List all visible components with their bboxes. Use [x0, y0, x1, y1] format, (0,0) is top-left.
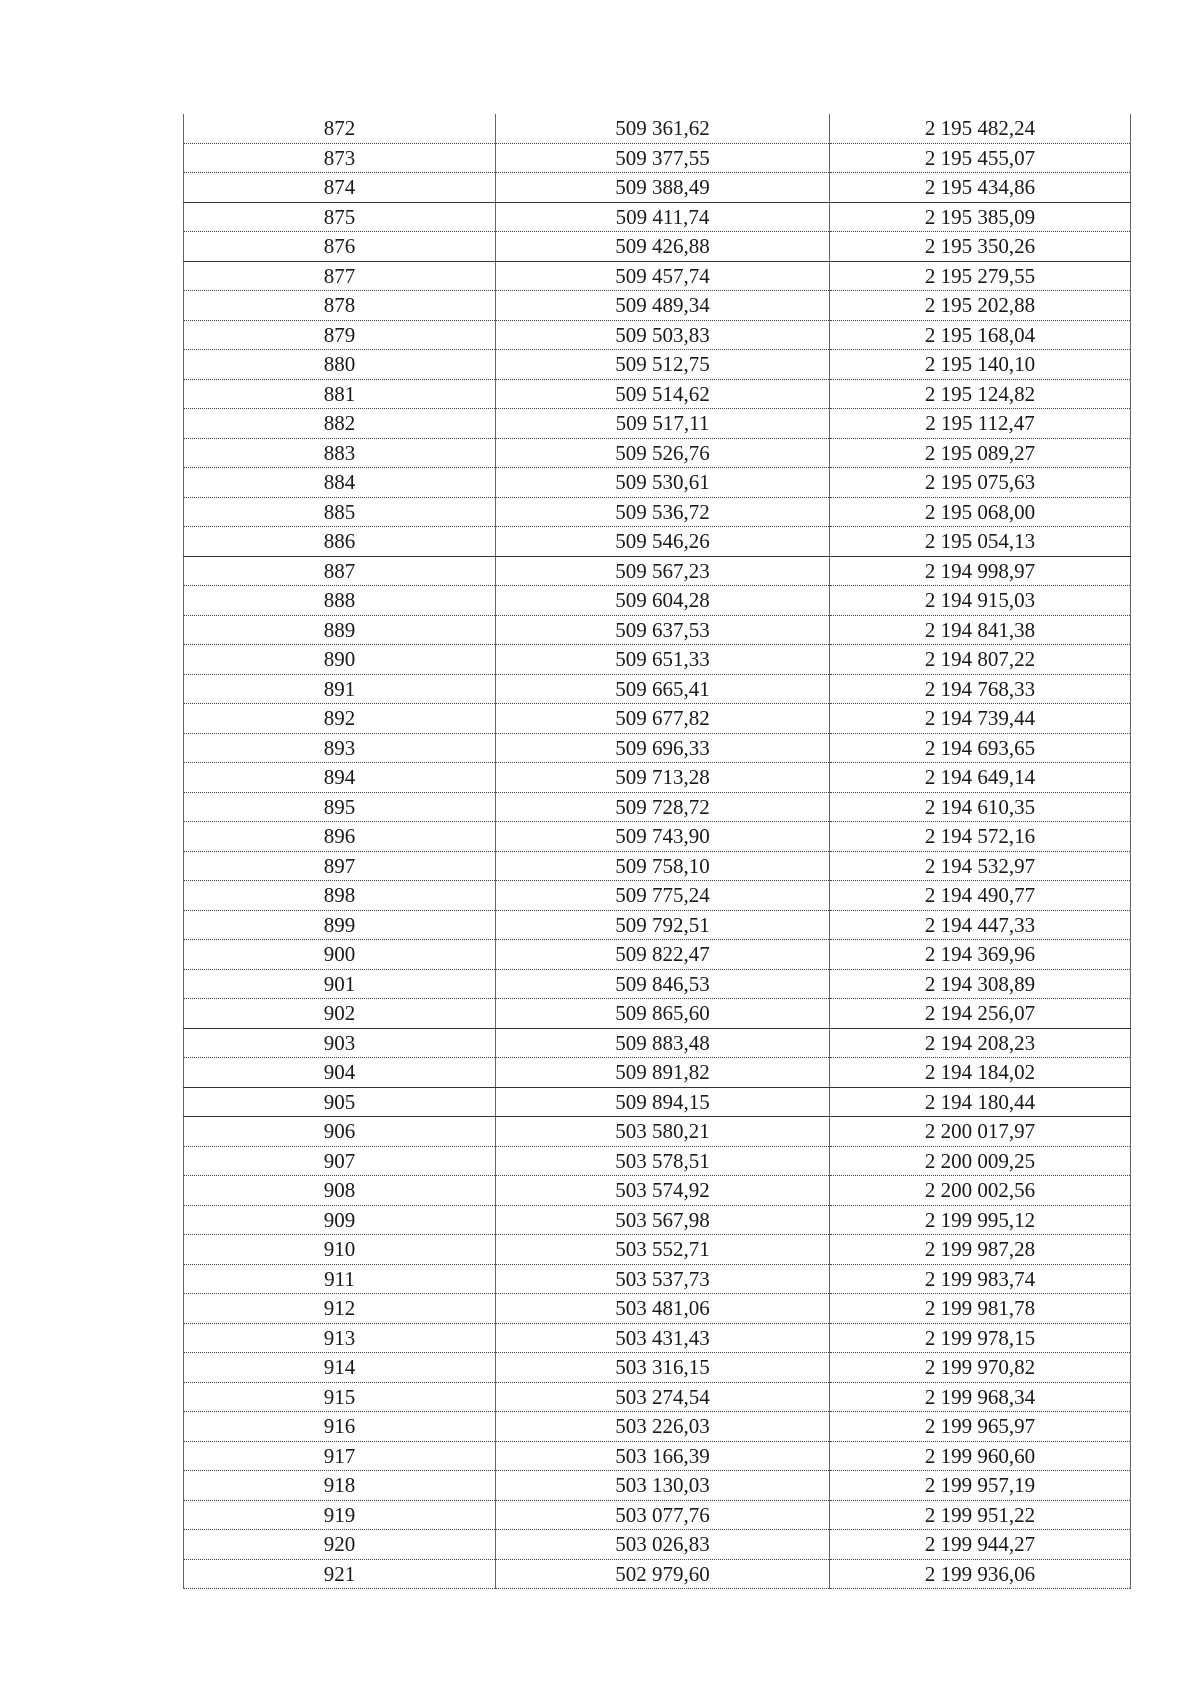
y-coordinate-cell: 2 195 202,88: [830, 291, 1131, 321]
point-number-cell: 881: [184, 379, 496, 409]
table-row: [184, 143, 1131, 173]
y-coordinate-cell: 2 199 968,34: [830, 1382, 1131, 1412]
table-row: [184, 910, 1131, 940]
table-row: [184, 291, 1131, 321]
point-number-cell: 884: [184, 468, 496, 498]
y-coordinate-cell: 2 195 434,86: [830, 173, 1131, 203]
x-coordinate-cell: 509 651,33: [496, 645, 830, 675]
x-coordinate-cell: 503 316,15: [496, 1353, 830, 1383]
point-number-cell: 873: [184, 143, 496, 173]
y-coordinate-cell: 2 194 649,14: [830, 763, 1131, 793]
x-coordinate-cell: 509 677,82: [496, 704, 830, 734]
point-number-cell: 915: [184, 1382, 496, 1412]
point-number-cell: 878: [184, 291, 496, 321]
y-coordinate-cell: 2 195 168,04: [830, 320, 1131, 350]
x-coordinate-cell: 509 426,88: [496, 232, 830, 262]
x-coordinate-cell: 503 274,54: [496, 1382, 830, 1412]
point-number-cell: 875: [184, 202, 496, 232]
x-coordinate-cell: 509 457,74: [496, 261, 830, 291]
x-coordinate-cell: 503 481,06: [496, 1294, 830, 1324]
table-row: [184, 1530, 1131, 1560]
point-number-cell: 911: [184, 1264, 496, 1294]
point-number-cell: 910: [184, 1235, 496, 1265]
point-number-cell: 874: [184, 173, 496, 203]
table-row: [184, 586, 1131, 616]
point-number-cell: 891: [184, 674, 496, 704]
point-number-cell: 901: [184, 969, 496, 999]
table-row: [184, 173, 1131, 203]
table-row: [184, 615, 1131, 645]
coordinates-table: [183, 114, 1131, 1589]
table-row: [184, 409, 1131, 439]
point-number-cell: 897: [184, 851, 496, 881]
table-row: [184, 1471, 1131, 1501]
y-coordinate-cell: 2 199 965,97: [830, 1412, 1131, 1442]
x-coordinate-cell: 509 758,10: [496, 851, 830, 881]
table-row: [184, 733, 1131, 763]
y-coordinate-cell: 2 199 957,19: [830, 1471, 1131, 1501]
table-row: [184, 261, 1131, 291]
x-coordinate-cell: 509 567,23: [496, 556, 830, 586]
y-coordinate-cell: 2 200 009,25: [830, 1146, 1131, 1176]
table-row: [184, 1500, 1131, 1530]
y-coordinate-cell: 2 194 208,23: [830, 1028, 1131, 1058]
x-coordinate-cell: 503 552,71: [496, 1235, 830, 1265]
point-number-cell: 908: [184, 1176, 496, 1206]
point-number-cell: 880: [184, 350, 496, 380]
x-coordinate-cell: 503 026,83: [496, 1530, 830, 1560]
x-coordinate-cell: 509 377,55: [496, 143, 830, 173]
table-row: [184, 704, 1131, 734]
point-number-cell: 900: [184, 940, 496, 970]
x-coordinate-cell: 509 665,41: [496, 674, 830, 704]
x-coordinate-cell: 503 567,98: [496, 1205, 830, 1235]
x-coordinate-cell: 509 536,72: [496, 497, 830, 527]
x-coordinate-cell: 509 883,48: [496, 1028, 830, 1058]
point-number-cell: 898: [184, 881, 496, 911]
table-row: [184, 1353, 1131, 1383]
x-coordinate-cell: 503 077,76: [496, 1500, 830, 1530]
table-row: [184, 1264, 1131, 1294]
y-coordinate-cell: 2 199 936,06: [830, 1559, 1131, 1589]
y-coordinate-cell: 2 194 369,96: [830, 940, 1131, 970]
point-number-cell: 913: [184, 1323, 496, 1353]
x-coordinate-cell: 503 431,43: [496, 1323, 830, 1353]
table-row: [184, 1323, 1131, 1353]
x-coordinate-cell: 509 728,72: [496, 792, 830, 822]
point-number-cell: 912: [184, 1294, 496, 1324]
point-number-cell: 883: [184, 438, 496, 468]
y-coordinate-cell: 2 194 532,97: [830, 851, 1131, 881]
table-row: [184, 822, 1131, 852]
x-coordinate-cell: 509 865,60: [496, 999, 830, 1029]
y-coordinate-cell: 2 194 180,44: [830, 1087, 1131, 1117]
point-number-cell: 904: [184, 1058, 496, 1088]
point-number-cell: 895: [184, 792, 496, 822]
y-coordinate-cell: 2 195 089,27: [830, 438, 1131, 468]
point-number-cell: 882: [184, 409, 496, 439]
point-number-cell: 876: [184, 232, 496, 262]
point-number-cell: 877: [184, 261, 496, 291]
table-row: [184, 763, 1131, 793]
table-row: [184, 468, 1131, 498]
table-row: [184, 969, 1131, 999]
y-coordinate-cell: 2 199 970,82: [830, 1353, 1131, 1383]
y-coordinate-cell: 2 199 960,60: [830, 1441, 1131, 1471]
point-number-cell: 920: [184, 1530, 496, 1560]
x-coordinate-cell: 509 514,62: [496, 379, 830, 409]
point-number-cell: 916: [184, 1412, 496, 1442]
table-row: [184, 940, 1131, 970]
table-row: [184, 438, 1131, 468]
x-coordinate-cell: 503 578,51: [496, 1146, 830, 1176]
y-coordinate-cell: 2 194 490,77: [830, 881, 1131, 911]
x-coordinate-cell: 509 489,34: [496, 291, 830, 321]
x-coordinate-cell: 509 637,53: [496, 615, 830, 645]
table-row: [184, 1058, 1131, 1088]
y-coordinate-cell: 2 195 124,82: [830, 379, 1131, 409]
point-number-cell: 903: [184, 1028, 496, 1058]
table-row: [184, 320, 1131, 350]
y-coordinate-cell: 2 194 184,02: [830, 1058, 1131, 1088]
table-row: [184, 232, 1131, 262]
point-number-cell: 921: [184, 1559, 496, 1589]
x-coordinate-cell: 503 226,03: [496, 1412, 830, 1442]
table-row: [184, 674, 1131, 704]
y-coordinate-cell: 2 199 981,78: [830, 1294, 1131, 1324]
x-coordinate-cell: 509 546,26: [496, 527, 830, 557]
y-coordinate-cell: 2 194 308,89: [830, 969, 1131, 999]
table-row: [184, 999, 1131, 1029]
x-coordinate-cell: 509 894,15: [496, 1087, 830, 1117]
table-row: [184, 556, 1131, 586]
table-row: [184, 1176, 1131, 1206]
x-coordinate-cell: 509 388,49: [496, 173, 830, 203]
table-row: [184, 792, 1131, 822]
point-number-cell: 885: [184, 497, 496, 527]
point-number-cell: 899: [184, 910, 496, 940]
point-number-cell: 907: [184, 1146, 496, 1176]
table-row: [184, 1087, 1131, 1117]
table-row: [184, 1559, 1131, 1589]
y-coordinate-cell: 2 195 385,09: [830, 202, 1131, 232]
y-coordinate-cell: 2 194 739,44: [830, 704, 1131, 734]
y-coordinate-cell: 2 194 256,07: [830, 999, 1131, 1029]
point-number-cell: 893: [184, 733, 496, 763]
table-row: [184, 881, 1131, 911]
y-coordinate-cell: 2 194 693,65: [830, 733, 1131, 763]
point-number-cell: 906: [184, 1117, 496, 1147]
y-coordinate-cell: 2 199 944,27: [830, 1530, 1131, 1560]
y-coordinate-cell: 2 199 995,12: [830, 1205, 1131, 1235]
point-number-cell: 894: [184, 763, 496, 793]
point-number-cell: 905: [184, 1087, 496, 1117]
x-coordinate-cell: 509 696,33: [496, 733, 830, 763]
y-coordinate-cell: 2 194 447,33: [830, 910, 1131, 940]
x-coordinate-cell: 502 979,60: [496, 1559, 830, 1589]
x-coordinate-cell: 509 503,83: [496, 320, 830, 350]
table-row: [184, 1382, 1131, 1412]
y-coordinate-cell: 2 200 002,56: [830, 1176, 1131, 1206]
x-coordinate-cell: 503 537,73: [496, 1264, 830, 1294]
y-coordinate-cell: 2 194 841,38: [830, 615, 1131, 645]
point-number-cell: 887: [184, 556, 496, 586]
point-number-cell: 892: [184, 704, 496, 734]
x-coordinate-cell: 509 526,76: [496, 438, 830, 468]
table-row: [184, 1146, 1131, 1176]
y-coordinate-cell: 2 200 017,97: [830, 1117, 1131, 1147]
point-number-cell: 896: [184, 822, 496, 852]
point-number-cell: 902: [184, 999, 496, 1029]
x-coordinate-cell: 509 743,90: [496, 822, 830, 852]
x-coordinate-cell: 509 846,53: [496, 969, 830, 999]
x-coordinate-cell: 509 604,28: [496, 586, 830, 616]
point-number-cell: 879: [184, 320, 496, 350]
x-coordinate-cell: 509 361,62: [496, 114, 830, 143]
point-number-cell: 890: [184, 645, 496, 675]
y-coordinate-cell: 2 194 807,22: [830, 645, 1131, 675]
y-coordinate-cell: 2 195 482,24: [830, 114, 1131, 143]
x-coordinate-cell: 503 574,92: [496, 1176, 830, 1206]
x-coordinate-cell: 509 775,24: [496, 881, 830, 911]
y-coordinate-cell: 2 195 112,47: [830, 409, 1131, 439]
table-row: [184, 1441, 1131, 1471]
x-coordinate-cell: 509 713,28: [496, 763, 830, 793]
y-coordinate-cell: 2 195 279,55: [830, 261, 1131, 291]
point-number-cell: 909: [184, 1205, 496, 1235]
table-row: [184, 1412, 1131, 1442]
point-number-cell: 919: [184, 1500, 496, 1530]
y-coordinate-cell: 2 195 350,26: [830, 232, 1131, 262]
x-coordinate-cell: 509 512,75: [496, 350, 830, 380]
y-coordinate-cell: 2 194 998,97: [830, 556, 1131, 586]
y-coordinate-cell: 2 194 768,33: [830, 674, 1131, 704]
table-row: [184, 1205, 1131, 1235]
point-number-cell: 918: [184, 1471, 496, 1501]
x-coordinate-cell: 509 891,82: [496, 1058, 830, 1088]
y-coordinate-cell: 2 199 987,28: [830, 1235, 1131, 1265]
y-coordinate-cell: 2 199 983,74: [830, 1264, 1131, 1294]
point-number-cell: 872: [184, 114, 496, 143]
table-row: [184, 527, 1131, 557]
table-row: [184, 1028, 1131, 1058]
table-row: [184, 350, 1131, 380]
x-coordinate-cell: 509 517,11: [496, 409, 830, 439]
x-coordinate-cell: 509 411,74: [496, 202, 830, 232]
table-row: [184, 1235, 1131, 1265]
y-coordinate-cell: 2 195 455,07: [830, 143, 1131, 173]
coordinates-table-body: [184, 114, 1131, 1589]
y-coordinate-cell: 2 199 978,15: [830, 1323, 1131, 1353]
table-row: [184, 202, 1131, 232]
point-number-cell: 888: [184, 586, 496, 616]
y-coordinate-cell: 2 195 068,00: [830, 497, 1131, 527]
table-row: [184, 497, 1131, 527]
x-coordinate-cell: 509 822,47: [496, 940, 830, 970]
table-row: [184, 851, 1131, 881]
y-coordinate-cell: 2 195 140,10: [830, 350, 1131, 380]
x-coordinate-cell: 503 130,03: [496, 1471, 830, 1501]
x-coordinate-cell: 503 166,39: [496, 1441, 830, 1471]
table-row: [184, 1117, 1131, 1147]
x-coordinate-cell: 509 792,51: [496, 910, 830, 940]
point-number-cell: 914: [184, 1353, 496, 1383]
point-number-cell: 917: [184, 1441, 496, 1471]
table-row: [184, 114, 1131, 143]
table-row: [184, 1294, 1131, 1324]
y-coordinate-cell: 2 194 915,03: [830, 586, 1131, 616]
x-coordinate-cell: 503 580,21: [496, 1117, 830, 1147]
y-coordinate-cell: 2 199 951,22: [830, 1500, 1131, 1530]
table-row: [184, 645, 1131, 675]
y-coordinate-cell: 2 195 054,13: [830, 527, 1131, 557]
point-number-cell: 886: [184, 527, 496, 557]
table-row: [184, 379, 1131, 409]
y-coordinate-cell: 2 194 572,16: [830, 822, 1131, 852]
y-coordinate-cell: 2 195 075,63: [830, 468, 1131, 498]
y-coordinate-cell: 2 194 610,35: [830, 792, 1131, 822]
point-number-cell: 889: [184, 615, 496, 645]
x-coordinate-cell: 509 530,61: [496, 468, 830, 498]
